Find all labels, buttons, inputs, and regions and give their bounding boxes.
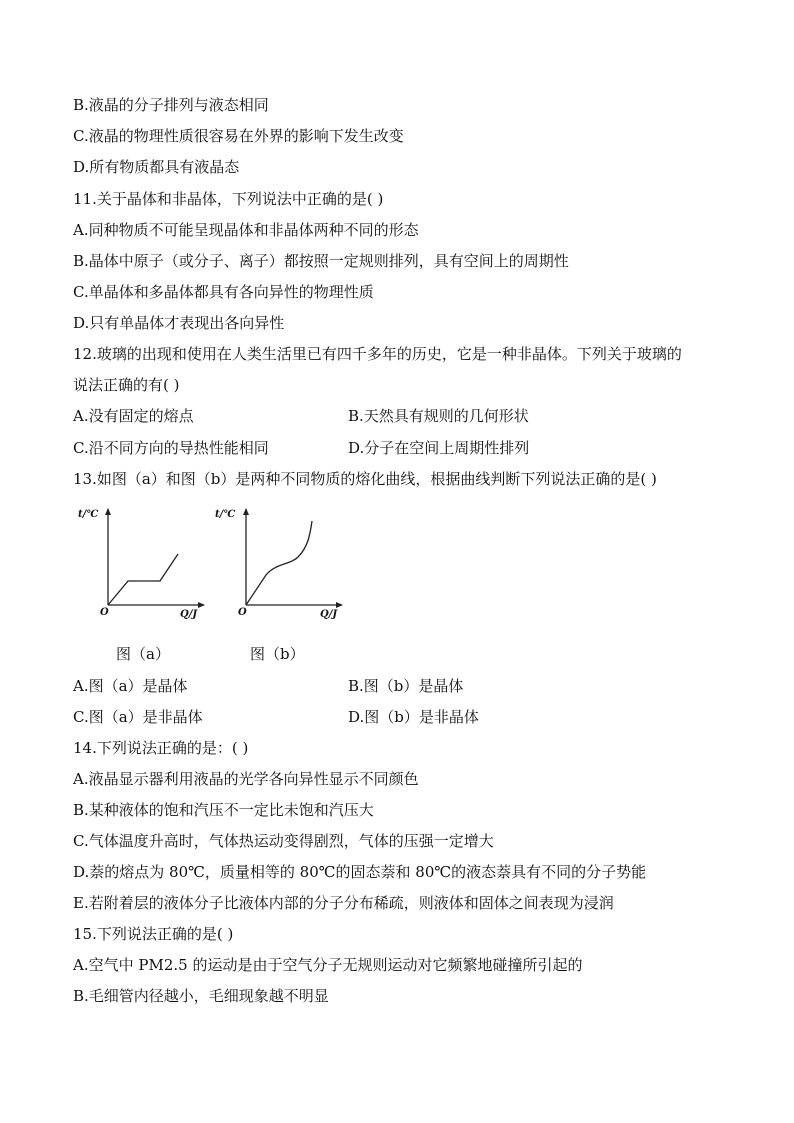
- graph-a-y-label: t/℃: [78, 509, 99, 520]
- q10-option-d: D.所有物质都具有液晶态: [73, 158, 240, 176]
- graph-a-x-label: Q/J: [180, 609, 198, 620]
- q14-stem: 14.下列说法正确的是：( ): [73, 739, 249, 757]
- q11-stem: 11.关于晶体和非晶体，下列说法中正确的是( ): [73, 190, 384, 208]
- q11-option-a: A.同种物质不可能呈现晶体和非晶体两种不同的形态: [73, 221, 419, 239]
- melting-curve-figure: [72, 505, 372, 675]
- q13-stem: 13.如图（a）和图（b）是两种不同物质的熔化曲线，根据曲线判断下列说法正确的是( ): [73, 470, 657, 488]
- q13-option-c: C.图（a）是非晶体: [73, 708, 203, 726]
- q14-option-e: E.若附着层的液体分子比液体内部的分子分布稀疏，则液体和固体之间表现为浸润: [73, 894, 614, 912]
- graph-b-origin-label: O: [238, 607, 247, 618]
- q13-option-b: B.图（b）是晶体: [348, 677, 464, 695]
- q15-option-a: A.空气中 PM2.5 的运动是由于空气分子无规则运动对它频繁地碰撞所引起的: [73, 956, 583, 974]
- graph-b-x-label: Q/J: [320, 609, 338, 620]
- graph-a-origin-label: O: [100, 607, 109, 618]
- q12-option-a: A.没有固定的熔点: [73, 407, 194, 425]
- q15-stem: 15.下列说法正确的是( ): [73, 925, 234, 943]
- figure-b-caption: 图（b）: [250, 645, 305, 663]
- q14-option-b: B.某种液体的饱和汽压不一定比未饱和汽压大: [73, 801, 374, 819]
- q12-option-d: D.分子在空间上周期性排列: [348, 439, 530, 457]
- q11-option-c: C.单晶体和多晶体都具有各向异性的物理性质: [73, 283, 374, 301]
- graph-b-y-label: t/℃: [215, 509, 236, 520]
- figure-a-caption: 图（a）: [116, 645, 170, 663]
- q12-stem-line1: 12.玻璃的出现和使用在人类生活里已有四千多年的历史，它是一种非晶体。下列关于玻璃的: [73, 345, 682, 363]
- q11-option-d: D.只有单晶体才表现出各向异性: [73, 314, 285, 332]
- graph-a-curve: [108, 554, 178, 605]
- q14-option-c: C.气体温度升高时，气体热运动变得剧烈，气体的压强一定增大: [73, 832, 494, 850]
- graph-b-curve: [246, 521, 312, 605]
- q13-option-d: D.图（b）是非晶体: [348, 708, 479, 726]
- q10-option-b: B.液晶的分子排列与液态相同: [73, 96, 269, 114]
- q12-option-c: C.沿不同方向的导热性能相同: [73, 439, 269, 457]
- q12-stem-line2: 说法正确的有( ): [73, 376, 180, 394]
- q11-option-b: B.晶体中原子（或分子、离子）都按照一定规则排列，具有空间上的周期性: [73, 252, 569, 270]
- q12-option-b: B.天然具有规则的几何形状: [348, 407, 529, 425]
- q13-option-a: A.图（a）是晶体: [73, 677, 188, 695]
- q14-option-a: A.液晶显示器利用液晶的光学各向异性显示不同颜色: [73, 770, 419, 788]
- q15-option-b: B.毛细管内径越小，毛细现象越不明显: [73, 987, 329, 1005]
- q14-option-d: D.萘的熔点为 80℃，质量相等的 80℃的固态萘和 80℃的液态萘具有不同的分子势能: [73, 863, 647, 881]
- q10-option-c: C.液晶的物理性质很容易在外界的影响下发生改变: [73, 127, 404, 145]
